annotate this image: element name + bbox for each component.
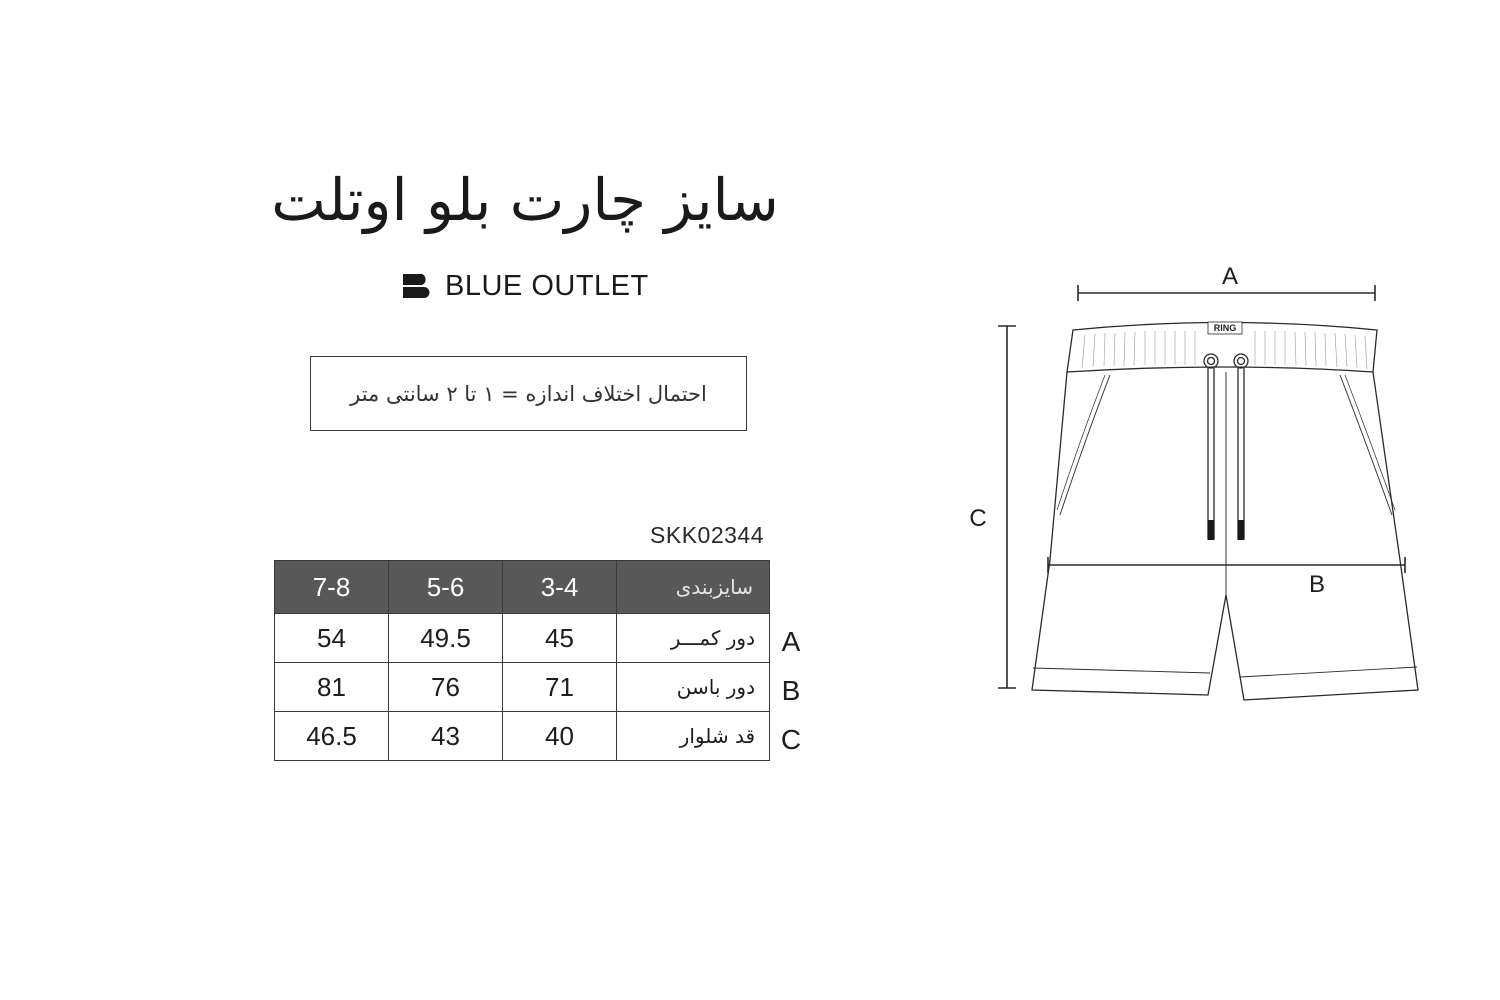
row-letter: B: [781, 675, 801, 706]
table-row: [275, 663, 770, 712]
table-cell: 54: [275, 614, 389, 663]
table-cell: 81: [275, 663, 389, 712]
row-label: دور باسن: [617, 663, 770, 712]
shorts-diagram: [960, 258, 1450, 718]
tolerance-note: احتمال اختلاف اندازه = ۱ تا ۲ سانتی متر: [310, 356, 747, 431]
table-cell: 40: [503, 712, 617, 761]
waistband-tag: RING: [1213, 323, 1237, 333]
header-size: 5-6: [389, 561, 503, 614]
dimension-label-c: C: [969, 505, 987, 532]
header-size: 3-4: [503, 561, 617, 614]
row-letter: C: [780, 724, 802, 755]
table-row: [275, 712, 770, 761]
size-table-header: [275, 561, 770, 614]
dimension-label-a: A: [1221, 263, 1239, 290]
header-size: 7-8: [275, 561, 389, 614]
table-cell: 46.5: [275, 712, 389, 761]
row-letter: A: [781, 626, 801, 657]
table-cell: 43: [389, 712, 503, 761]
row-label: قد شلوار: [617, 712, 770, 761]
brand-name: BLUE OUTLET: [445, 269, 649, 302]
table-cell: 76: [389, 663, 503, 712]
size-table: [274, 560, 770, 761]
dimension-label-b: B: [1308, 571, 1326, 598]
page-title: سایز چارت بلو اوتلت: [271, 166, 779, 234]
b-logo-icon: [403, 274, 431, 298]
table-cell: 45: [503, 614, 617, 663]
brand: [403, 266, 649, 306]
header-label: سایزبندی: [617, 561, 770, 614]
product-code: SKK02344: [650, 522, 764, 548]
table-cell: 71: [503, 663, 617, 712]
row-letters: [776, 616, 806, 763]
table-row: [275, 614, 770, 663]
row-label: دور کمـــر: [617, 614, 770, 663]
table-cell: 49.5: [389, 614, 503, 663]
